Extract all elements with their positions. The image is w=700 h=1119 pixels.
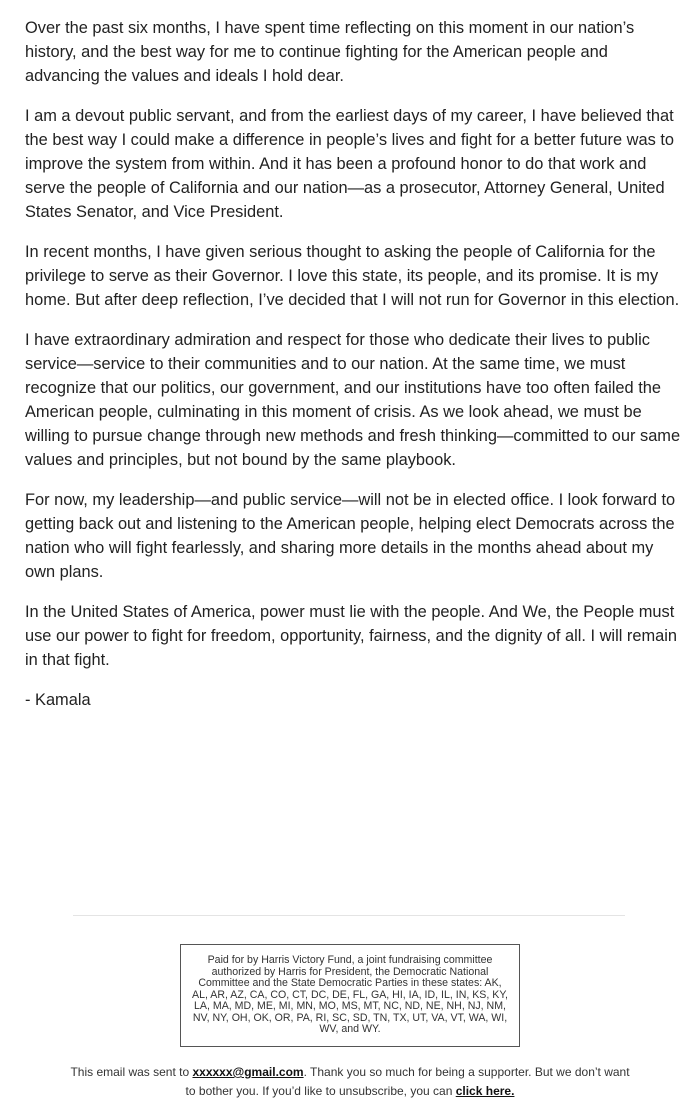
- letter-body: [25, 16, 685, 728]
- recipient-email-link[interactable]: xxxxxx@gmail.com: [192, 1065, 304, 1079]
- letter-paragraph-1: Over the past six months, I have spent time reflecting on this moment in our nation’s history, and the best way for me to continue fighting for the American people and advancing the values and ideals I hold dear.: [25, 19, 635, 85]
- footer-middle: . Thank you so much for being a supporter. But we don’t want to bother you. If you’d like to unsubscribe, you can: [185, 1065, 630, 1098]
- email-footer: [70, 1063, 630, 1101]
- footer-divider: [73, 915, 625, 916]
- letter-paragraph-6: In the United States of America, power must lie with the people. And We, the People must use our power to fight for freedom, opportunity, fairness, and the dignity of all. I will remain in that fight.: [25, 603, 678, 669]
- footer-prefix: This email was sent to: [70, 1065, 193, 1079]
- paid-for-disclaimer: [180, 944, 520, 1047]
- letter-paragraph-5: For now, my leadership—and public service—will not be in elected office. I look forward to getting back out and listening to the American people, helping elect Democrats across the nation who will fight fearlessly, and sharing more details in the months ahead about my own plans.: [25, 491, 676, 581]
- letter-paragraph-2: I am a devout public servant, and from the earliest days of my career, I have believed that the best way I could make a difference in people’s lives and fight for a better future was to improve the system from within. And it has been a profound honor to do that work and serve the people of California and our nation—as a prosecutor, Attorney General, United States Senator, and Vice President.: [25, 107, 675, 221]
- letter-paragraph-3: In recent months, I have given serious thought to asking the people of California for the privilege to serve as their Governor. I love this state, its people, and its promise. It is my home. But after deep reflection, I’ve decided that I will not run for Governor in this election.: [25, 243, 680, 309]
- unsubscribe-link[interactable]: click here.: [455, 1084, 515, 1098]
- signature: - Kamala: [25, 691, 91, 709]
- disclaimer-text: Paid for by Harris Victory Fund, a joint fundraising committee authorized by Harris for President, the Democratic National Committee and the State Democratic Parties in these states: AK, AL, AR, AZ, CA, CO, CT, DC, DE, FL, GA, HI, IA, ID, IL, IN, KS, KY, LA, MA, MD, ME, MI, MN, MO, MS, MT, NC, ND, NE, NH, NJ, NM, NV, NY, OH, OK, OR, PA, RI, SC, SD, TN, TX, UT, VA, VT, WA, WI, WV, and WY.: [192, 954, 508, 1035]
- letter-paragraph-4: I have extraordinary admiration and respect for those who dedicate their lives to public service—service to their communities and to our nation. At the same time, we must recognize that our politics, our government, and our institutions have too often failed the American people, culminating in this moment of crisis. As we look ahead, we must be willing to pursue change through new methods and fresh thinking—committed to our same values and principles, but not bound by the same playbook.: [25, 331, 681, 469]
